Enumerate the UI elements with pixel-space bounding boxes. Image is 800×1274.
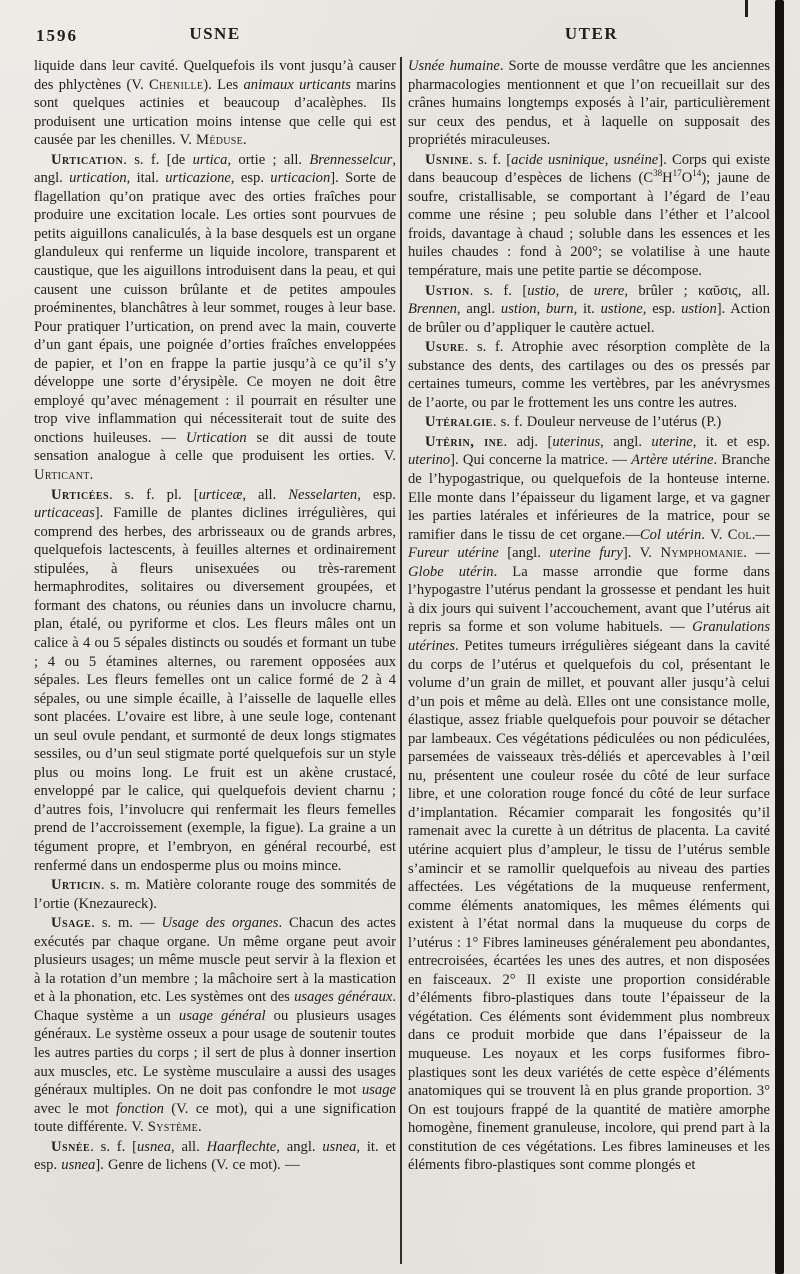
italic-term: urtica	[192, 151, 228, 168]
italic-term: uterine fury	[549, 545, 623, 562]
italic-term: usnea	[61, 1157, 96, 1174]
headword: Urticin	[51, 877, 101, 894]
italic-term: Haarflechte	[206, 1138, 277, 1155]
italic-term: ustion	[681, 301, 717, 318]
text-columns	[34, 57, 770, 1264]
headword: Utéralgie	[425, 414, 493, 431]
italic-term: Usage des organes	[161, 915, 279, 932]
cross-reference: Urticant	[34, 467, 90, 484]
superscript-number: 17	[672, 168, 682, 179]
headword: Urtication	[51, 151, 124, 168]
italic-term: ustion	[500, 301, 537, 318]
italic-term: uterine	[651, 433, 693, 450]
entry-urtication: Urtication. s. f. [de urtica, ortie ; all. Brennesselcur, angl. urtication, ital. urticazione, esp. urticacion]. Sorte de flagellation qu’on pratique avec des orties fraîches pour produire une excitation locale. Les orties sont pourvues de petits aiguillons canaliculés, à la base desquels est un organe glanduleux qui renferme un liquide incolore, transparent et caustique, que les aiguillons introduisent dans la peau, et qui causent une cuisson brûlante et de petites ampoules proéminentes, blanchâtres à leur sommet, rouges à leur base. Pour pratiquer l’urtication, on prend avec la main, couverte d’un gant épais, une poignée d’orties fraîches enveloppées de papier, et l’on en frappe la partie jusqu’à ce qu’il s’y développe une sorte d’érysipèle. Ce moyen ne doit être employé qu’avec ménagement : il pourrait en résulter une trop vive inflammation qui nécessiterait tout de suite des onctions huileuses. — Urtication se dit aussi de toute sensation analogue à celle que produisent les orties. V. Urticant.	[34, 151, 396, 484]
italic-term: uterino	[408, 452, 451, 469]
italic-term: Granulations utérines	[408, 619, 770, 654]
italic-term: ustio	[527, 282, 556, 299]
right-column	[408, 57, 770, 1264]
cross-reference: Méduse	[196, 132, 244, 149]
running-head-left: USNE	[189, 24, 241, 43]
italic-term: Usnée humaine	[408, 58, 500, 74]
superscript-number: 14	[692, 168, 702, 179]
entry-urticees: Urticées. s. f. pl. [urticeæ, all. Nesselarten, esp. urticaceas]. Famille de plantes diclines irrégulières, qui comprend des herbes, des arbrisseaux ou de grands arbres, quelquefois lactescents, à feuilles alternes et ordinairement stipulées, à fleurs unisexuées ou très-rarement hermaphrodites, solitaires ou diversement groupées, et formant des chatons, ou réunies dans un involucre charnu, plan, étalé, ou pyriforme et clos. Les fleurs mâles ont un calice à 4 ou 5 sépales distincts ou soudés et formant un tube ; 4 ou 5 étamines alternes, ou rarement opposées aux sépales. Les fleurs femelles ont un calice formé de 2 à 4 sépales, ou une simple écaille, à l’aisselle de laquelle elles sont placées. L’ovaire est libre, à une seule loge, contenant un seul ovule pendant, et surmonté de deux longs stigmates sessiles, ou d’un seul stigmate porté quelquefois sur un style plus ou moins long. Le fruit est un akène crustacé, enveloppé par le calice, qui quelquefois devient charnu ; d’autres fois, l’involucre qui renfermait les fleurs femelles prend de l’accroissement (exemple, la figue). La graine a un tégument propre, et l’embryon, en général recourbé, est renfermé dans un endosperme plus ou moins mince.	[34, 486, 396, 874]
italic-term: urere	[593, 282, 625, 299]
superscript-number: 38	[653, 168, 663, 179]
italic-term: acide usninique	[511, 151, 605, 168]
entry-usure: Usure. s. f. Atrophie avec résorption complète de la substance des dents, des cartilages ou des os pressés par certaines tumeurs, comme les vertèbres, par les anévrysmes de l’aorte, ou par le frottement les uns contre les autres.	[408, 339, 770, 411]
italic-term: usage	[361, 1082, 396, 1099]
italic-term: Globe utérin	[408, 563, 494, 580]
headword: Usnine	[425, 151, 470, 168]
italic-term: usage général	[178, 1007, 266, 1024]
italic-term: ustione	[600, 301, 643, 318]
italic-term: burn	[546, 301, 574, 318]
italic-term: urticacion	[270, 170, 331, 187]
italic-term: usages généraux	[294, 989, 393, 1006]
scan-corner-mark	[745, 0, 748, 17]
headword: Usnée	[51, 1138, 91, 1155]
entry-urticin: Urticin. s. m. Matière colorante rouge des sommités de l’ortie (Knezaureck).	[34, 877, 396, 912]
entry-usnee: Usnée. s. f. [usnea, all. Haarflechte, angl. usnea, it. et esp. usnea]. Genre de lichens (V. ce mot). —	[34, 1138, 396, 1174]
headword: Urticées	[51, 486, 110, 503]
italic-term: urticaceas	[34, 505, 95, 522]
italic-term: animaux urticants	[243, 76, 351, 93]
italic-term: urtication	[69, 170, 127, 187]
headword: Usure	[425, 339, 465, 356]
italic-term: fonction	[116, 1100, 164, 1117]
page-header	[0, 24, 800, 52]
italic-term: urticeæ	[198, 486, 243, 503]
column-divider	[400, 57, 402, 1264]
italic-term: usnéine	[613, 151, 659, 168]
cross-reference: Col	[727, 526, 752, 543]
left-column	[34, 57, 396, 1264]
entry-uterin: Utérin, ine. adj. [uterinus, angl. uterine, it. et esp. uterino]. Qui concerne la matrice. — Artère utérine. Branche de l’hypogastrique, ou quelquefois de la honteuse interne. Elle monte dans l’épaisseur du ligament large, et va gagner les parties latérales et inférieures de la matrice, pour se ramifier dans le tissu de cet organe.—Col utérin. V. Col.—Fureur utérine [angl. uterine fury]. V. Nymphomanie. — Globe utérin. La masse arrondie que forme dans l’hypogastre l’utérus pendant la grossesse et pendant les huit à dix jours qui suivent l’accouchement, avant que l’utérus ait repris sa forme et son volume habituels. — Granulations utérines. Petites tumeurs irrégulières siégeant dans la cavité du corps de l’utérus et quelquefois du col, présentant le volume d’un grain de millet, et pouvant aller jusqu’à celui d’un pois et même au delà. Elles ont une consistance molle, élastique, assez friable quelquefois pour pouvoir se détacher par lambeaux. Ces végétations pédiculées ou non pédiculées, parsemées de vaisseaux très-déliés et apercevables à l’œil nu, présentent une couleur rosée du côté de leur surface libre, et une coloration rouge foncé du côté de leur surface d’implantation. Récamier comparait les fongosités qu’il ramenait avec la curette à un détritus de placenta. La cavité utérine acquiert plus d’ampleur, le tissu de l’utérus semble s’amincir et se ramollir quelquefois au niveau des parties affectées. Les végétations de la muqueuse renferment, comme éléments anatomiques, les mêmes éléments qui existent à l’état normal dans la muqueuse du corps de l’utérus : 1° Fibres lamineuses généralement peu abondantes, entrecroisées, écartées les unes des autres, et non disposées en faisceaux. 2° Il existe une proportion considérable d’éléments fibro-plastiques dans toute l’épaisseur de la végétation. Ces éléments sont évidemment plus nombreux dans ce produit morbide que dans l’épaisseur de la muqueuse. Les noyaux et les corps fusiformes fibro-plastiques sont les deux variétés de cette espèce d’éléments anatomiques qui se trouvent là en plus grande proportion. 3° On est toujours frappé de la quantité de matière amorphe homogène, finement granuleuse, incolore, qui prend part à la constitution de ces végétations. Les fibres lamineuses et les éléments fibro-plastiques sont comme plongés et	[408, 433, 770, 1174]
entry-ustion: Ustion. s. f. [ustio, de urere, brûler ; καῦσις, all. Brennen, angl. ustion, burn, it. ustione, esp. ustion]. Action de brûler ou d’appliquer le cautère actuel.	[408, 282, 770, 336]
headword: Utérin, ine	[425, 433, 504, 450]
running-head-right: UTER	[564, 24, 619, 43]
italic-term: urticazione	[165, 170, 231, 187]
italic-term: usnea	[322, 1138, 357, 1155]
cross-reference: Nymphomanie	[660, 545, 744, 562]
italic-term: usnea	[136, 1138, 172, 1155]
italic-term: Artère utérine	[631, 452, 714, 469]
italic-term: Urtication	[185, 429, 247, 446]
italic-term: uterinus	[552, 433, 601, 450]
entry-usnee-continuation: Usnée humaine. Sorte de mousse verdâtre que les anciennes pharmacologies mentionnent et que l’on recueillait sur des crânes humains longtemps exposés à l’air, particulièrement sur ceux des pendus, et à laquelle on supposait des propriétés miraculeuses.	[408, 58, 770, 149]
page-edge-shadow	[775, 0, 784, 1274]
italic-term: Fureur utérine	[408, 545, 499, 562]
entry-urticant-continuation: liquide dans leur cavité. Quelquefois ils vont jusqu’à causer des phlyctènes (V. Chenille). Les animaux urticants marins sont quelques actinies et beaucoup d’acalèphes. Ils produisent une urtication moins intense que celle qui est causée par les chenilles. V. Méduse.	[34, 58, 396, 149]
entry-usage: Usage. s. m. — Usage des organes. Chacun des actes exécutés par chaque organe. Un même organe peut avoir plusieurs usages; un même muscle peut servir à la flexion et à la rotation d’un membre ; la mâchoire sert à la mastication et à la phonation, etc. Les systèmes ont des usages généraux. Chaque système a un usage général ou plusieurs usages généraux. Le système osseux a pour usage de soutenir toutes les autres parties du corps ; il sert de plus à donner insertion aux muscles, etc. Le système musculaire a aussi des usages généraux multiples. On ne doit pas confondre le mot usage avec le mot fonction (V. ce mot), qui a une signification toute différente. V. Système.	[34, 915, 396, 1136]
headword: Ustion	[425, 282, 470, 299]
cross-reference: Système	[147, 1119, 198, 1136]
italic-term: Brennen	[408, 301, 457, 318]
page-number: 1596	[36, 26, 78, 45]
italic-term: Col utérin	[639, 526, 702, 543]
italic-term: Nesselarten	[288, 486, 358, 503]
entry-usnine: Usnine. s. f. [acide usninique, usnéine]. Corps qui existe dans beaucoup d’espèces de lichens $(C^{38}H^{17}O^{14})$; jaune de soufre, cristallisable, se comportant à l’égard de l’eau comme une résine ; peu soluble dans l’éther et l’alcool froids, davantage à chaud ; soluble dans les essences et les huiles chaudes : fond à 200°; se volatilise à une haute température, mais une petite partie se décompose.	[408, 151, 770, 280]
cross-reference: Chenille	[148, 76, 204, 93]
headword: Usage	[51, 915, 92, 932]
italic-term: Brennesselcur	[309, 151, 393, 168]
entry-uteralgie: Utéralgie. s. f. Douleur nerveuse de l’utérus (P.)	[425, 414, 722, 431]
